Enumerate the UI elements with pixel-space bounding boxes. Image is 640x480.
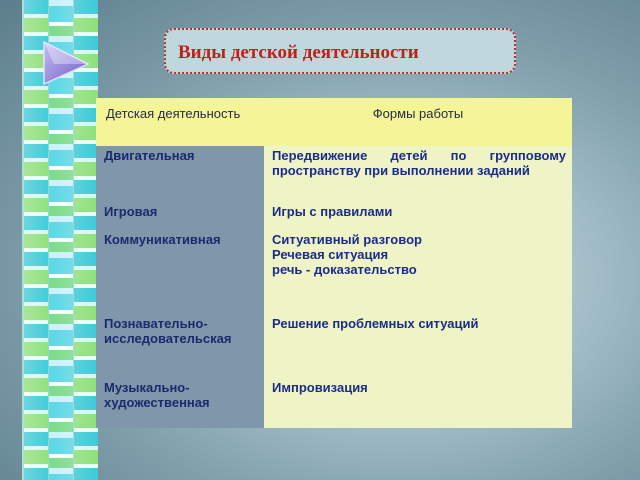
form-item: Игры с правилами — [272, 204, 393, 219]
table-header-row — [96, 98, 572, 146]
activities-table — [96, 98, 572, 428]
activity-cell: Коммуникативная — [96, 230, 264, 314]
table-row — [96, 202, 572, 230]
form-item: Речевая ситуация — [272, 247, 389, 262]
forms-cell — [264, 146, 572, 202]
title-frame — [164, 28, 516, 74]
forms-cell — [264, 378, 572, 428]
table-row — [96, 230, 572, 314]
activity-cell: Музыкально-художественная — [96, 378, 264, 428]
activity-cell: Познавательно-исследовательская — [96, 314, 264, 378]
forms-cell — [264, 202, 572, 230]
table-row — [96, 146, 572, 202]
form-item: Решение проблемных ситуаций — [272, 316, 479, 331]
forms-cell — [264, 314, 572, 378]
activity-cell: Игровая — [96, 202, 264, 230]
form-item: Ситуативный разговор — [272, 232, 422, 247]
play-triangle-icon[interactable] — [40, 40, 92, 86]
header-forms: Формы работы — [264, 98, 572, 146]
form-item: Импровизация — [272, 380, 368, 395]
activity-cell: Двигательная — [96, 146, 264, 202]
table-row — [96, 314, 572, 378]
page-title: Виды детской деятельности — [178, 42, 419, 63]
table-row — [96, 378, 572, 428]
forms-cell — [264, 230, 572, 314]
header-activity: Детская деятельность — [96, 98, 264, 146]
form-item: Передвижение детей по групповому пространству при выполнении заданий — [272, 148, 566, 178]
form-item: речь - доказательство — [272, 262, 417, 277]
